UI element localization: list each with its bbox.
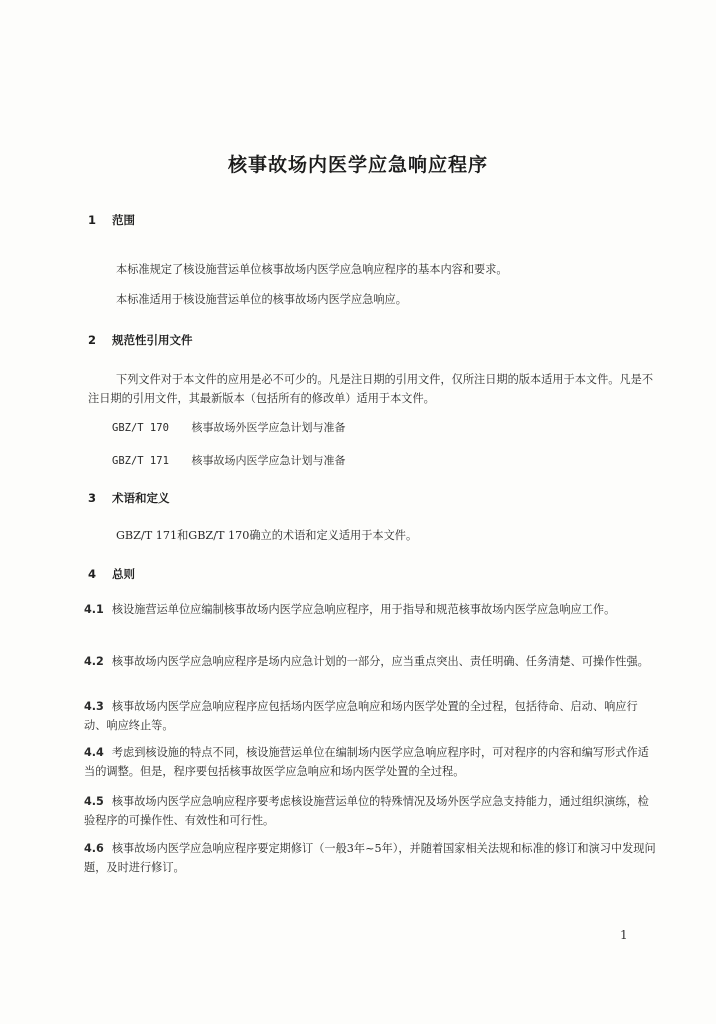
clause-4-3 — [84, 697, 660, 735]
clause-4-4 — [84, 743, 660, 781]
clause-4-2 — [84, 652, 660, 671]
reference-title: 核事故场外医学应急计划与准备 — [191, 421, 346, 434]
clause-number: 4.6 — [84, 842, 104, 855]
reference-code: GBZ/T 171 — [112, 455, 169, 467]
clause-text: 核事故场内医学应急响应程序要考虑核设施营运单位的特殊情况及场外医学应急支持能力，通过组织演练，检验程序的可操作性、有效性和可行性。 — [84, 795, 649, 827]
section-title: 范围 — [112, 213, 136, 227]
reference-title: 核事故场内医学应急计划与准备 — [191, 454, 346, 467]
section-number: 1 — [88, 213, 97, 227]
clause-number: 4.4 — [84, 746, 104, 759]
section-heading-scope — [88, 212, 135, 228]
section-number: 2 — [88, 333, 97, 347]
document-title: 核事故场内医学应急响应程序 — [227, 154, 488, 176]
clause-number: 4.3 — [84, 700, 104, 713]
section-title: 规范性引用文件 — [112, 333, 193, 347]
clause-4-5 — [84, 792, 660, 830]
section-heading-terms — [88, 490, 170, 506]
reference-code: GBZ/T 170 — [112, 422, 169, 434]
section-number: 4 — [88, 567, 97, 581]
section-heading-general — [88, 566, 135, 582]
clause-number: 4.2 — [84, 655, 104, 668]
clause-4-1 — [84, 600, 660, 619]
clause-text: 核事故场内医学应急响应程序应包括场内医学应急响应和场内医学处置的全过程，包括待命、启动、响应行动、响应终止等。 — [84, 700, 638, 732]
page-number: 1 — [620, 928, 628, 942]
clause-text: 核事故场内医学应急响应程序是场内应急计划的一部分，应当重点突出、责任明确、任务清楚、可操作性强。 — [111, 655, 649, 668]
references-paragraph: 下列文件对于本文件的应用是必不可少的。凡是注日期的引用文件，仅所注日期的版本适用于本文件。凡是不注日期的引用文件，其最新版本（包括所有的修改单）适用于本文件。 — [88, 373, 654, 405]
clause-text: 考虑到核设施的特点不同，核设施营运单位在编制场内医学应急响应程序时，可对程序的内容和编写形式作适当的调整。但是，程序要包括核事故医学应急响应和场内医学处置的全过程。 — [84, 746, 649, 778]
clause-4-6 — [84, 839, 660, 877]
section-heading-normative-references — [88, 332, 193, 348]
section-number: 3 — [88, 491, 97, 505]
scope-paragraph-2: 本标准适用于核设施营运单位的核事故场内医学应急响应。 — [116, 293, 407, 306]
clause-number: 4.1 — [84, 603, 104, 616]
reference-item — [112, 418, 346, 438]
section-title: 术语和定义 — [112, 491, 170, 505]
section-title: 总则 — [112, 567, 136, 581]
clause-text: 核设施营运单位应编制核事故场内医学应急响应程序，用于指导和规范核事故场内医学应急响应工作。 — [111, 603, 616, 616]
clause-number: 4.5 — [84, 795, 104, 808]
terms-paragraph: GBZ/T 171和GBZ/T 170确立的术语和定义适用于本文件。 — [116, 529, 418, 542]
reference-item — [112, 451, 346, 471]
clause-text: 核事故场内医学应急响应程序要定期修订（一般3年~5年），并随着国家相关法规和标准的修订和演习中发现问题，及时进行修订。 — [84, 842, 656, 874]
scope-paragraph-1: 本标准规定了核设施营运单位核事故场内医学应急响应程序的基本内容和要求。 — [116, 263, 508, 276]
